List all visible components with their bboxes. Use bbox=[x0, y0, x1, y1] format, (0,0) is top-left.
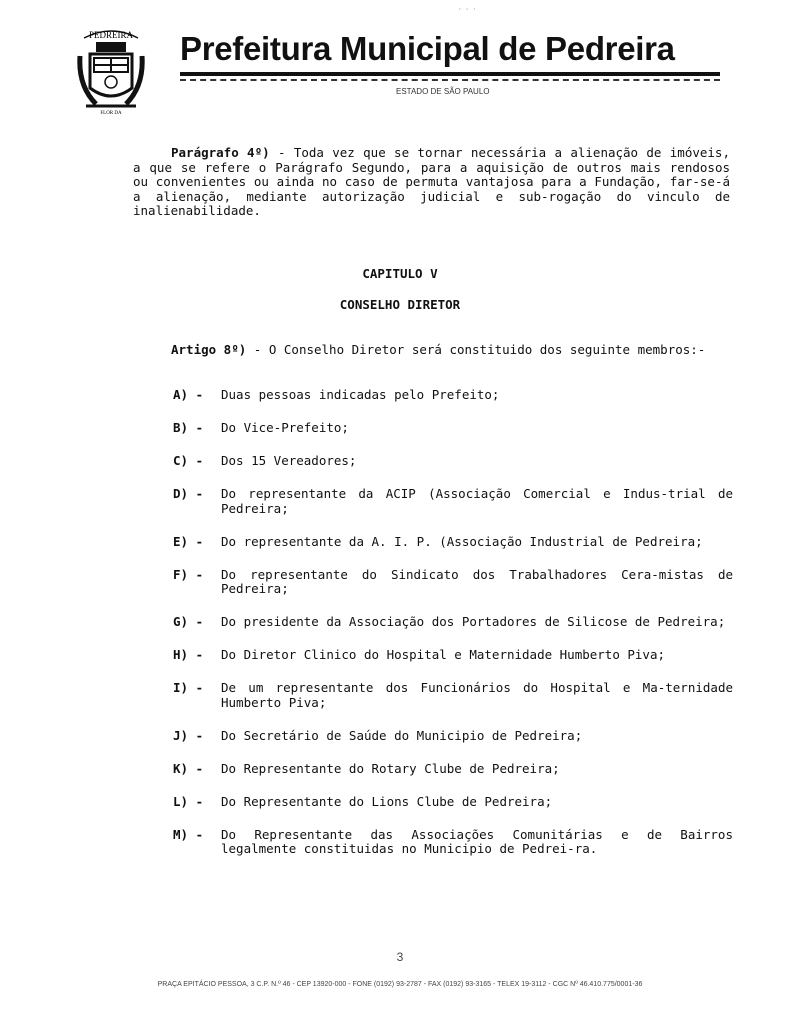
item-label: E) - bbox=[173, 533, 204, 549]
list-item bbox=[173, 535, 733, 550]
list-item bbox=[173, 421, 733, 436]
item-label: J) - bbox=[173, 727, 204, 743]
page-title: Prefeitura Municipal de Pedreira bbox=[180, 30, 675, 67]
list-item bbox=[173, 568, 733, 597]
svg-text:FLOR DA: FLOR DA bbox=[100, 111, 122, 116]
list-item bbox=[173, 454, 733, 469]
item-text: Do Representante do Rotary Clube de Pedreira; bbox=[221, 760, 560, 776]
item-label: G) - bbox=[173, 614, 204, 629]
item-label: K) - bbox=[173, 760, 204, 776]
list-item bbox=[173, 681, 733, 710]
item-label: A) - bbox=[173, 387, 204, 402]
list-item bbox=[173, 388, 733, 403]
state-subtitle: ESTADO DE SÃO PAULO bbox=[396, 87, 490, 96]
list-item bbox=[173, 615, 733, 630]
svg-text:PEDREIRA: PEDREIRA bbox=[88, 30, 134, 40]
member-list bbox=[173, 388, 733, 875]
header-rule bbox=[180, 72, 720, 76]
article-text: - O Conselho Diretor será constituido dos seguinte membros:- bbox=[246, 342, 706, 357]
article-8 bbox=[133, 343, 730, 358]
item-text: Dos 15 Vereadores; bbox=[221, 453, 357, 468]
coat-of-arms-logo bbox=[76, 26, 146, 118]
item-label: H) - bbox=[173, 647, 204, 662]
list-item bbox=[173, 648, 733, 663]
item-text: Do Representante das Associações Comunitárias e de Bairros legalmente constituidas no Municipio de Pedrei-ra. bbox=[221, 826, 733, 856]
item-label: D) - bbox=[173, 486, 204, 501]
item-text: Do representante da A. I. P. (Associação Industrial de Pedreira; bbox=[221, 533, 703, 549]
footer-address: PRAÇA EPITÁCIO PESSOA, 3 C.P. N.º 46 - CEP 13920-000 - FONE (0192) 93-2787 - FAX (0192) 93-3165 - TELEX 19-3112 - CGC Nº 46.410.775/0001-36 bbox=[157, 981, 643, 988]
item-label: M) - bbox=[173, 826, 204, 842]
page-number: 3 bbox=[396, 950, 404, 964]
item-label: F) - bbox=[173, 566, 204, 582]
paragraph-text: - Toda vez que se tornar necessária a alienação de imóveis, a que se refere o Parágrafo Segundo, para a aquisição de outros mais rendosos ou convenientes ou ainda no caso de permuta vantajosa para a Fundação, far-se-á a alienação, mediante autorização judicial e sub-rogação do vinculo de inalienabilidade. bbox=[133, 145, 730, 218]
item-text: Do Diretor Clinico do Hospital e Maternidade Humberto Piva; bbox=[221, 647, 666, 662]
item-label: I) - bbox=[173, 680, 204, 695]
header-rule-dashed bbox=[180, 79, 720, 81]
item-text: De um representante dos Funcionários do Hospital e Ma-ternidade Humberto Piva; bbox=[221, 680, 733, 710]
chapter-heading: CAPITULO V bbox=[362, 266, 438, 281]
list-item bbox=[173, 487, 733, 516]
section-heading: CONSELHO DIRETOR bbox=[339, 297, 461, 312]
paragraph-label: Parágrafo 4º) bbox=[171, 145, 270, 160]
item-label: B) - bbox=[173, 420, 204, 435]
item-text: Do Representante do Lions Clube de Pedreira; bbox=[221, 793, 553, 809]
list-item bbox=[173, 729, 733, 744]
scan-artifact: · · · bbox=[458, 6, 477, 13]
item-label: C) - bbox=[173, 453, 204, 468]
list-item bbox=[173, 762, 733, 777]
list-item bbox=[173, 795, 733, 810]
item-text: Do Vice-Prefeito; bbox=[221, 420, 349, 435]
item-label: L) - bbox=[173, 793, 204, 809]
item-text: Do presidente da Associação dos Portadores de Silicose de Pedreira; bbox=[221, 614, 726, 629]
item-text: Duas pessoas indicadas pelo Prefeito; bbox=[221, 387, 500, 402]
article-label: Artigo 8º) bbox=[171, 342, 247, 357]
item-text: Do Secretário de Saúde do Municipio de Pedreira; bbox=[221, 727, 583, 743]
item-text: Do representante do Sindicato dos Trabalhadores Cera-mistas de Pedreira; bbox=[221, 566, 733, 596]
paragraph-4 bbox=[133, 146, 730, 219]
list-item bbox=[173, 828, 733, 857]
item-text: Do representante da ACIP (Associação Comercial e Indus-trial de Pedreira; bbox=[221, 486, 733, 516]
